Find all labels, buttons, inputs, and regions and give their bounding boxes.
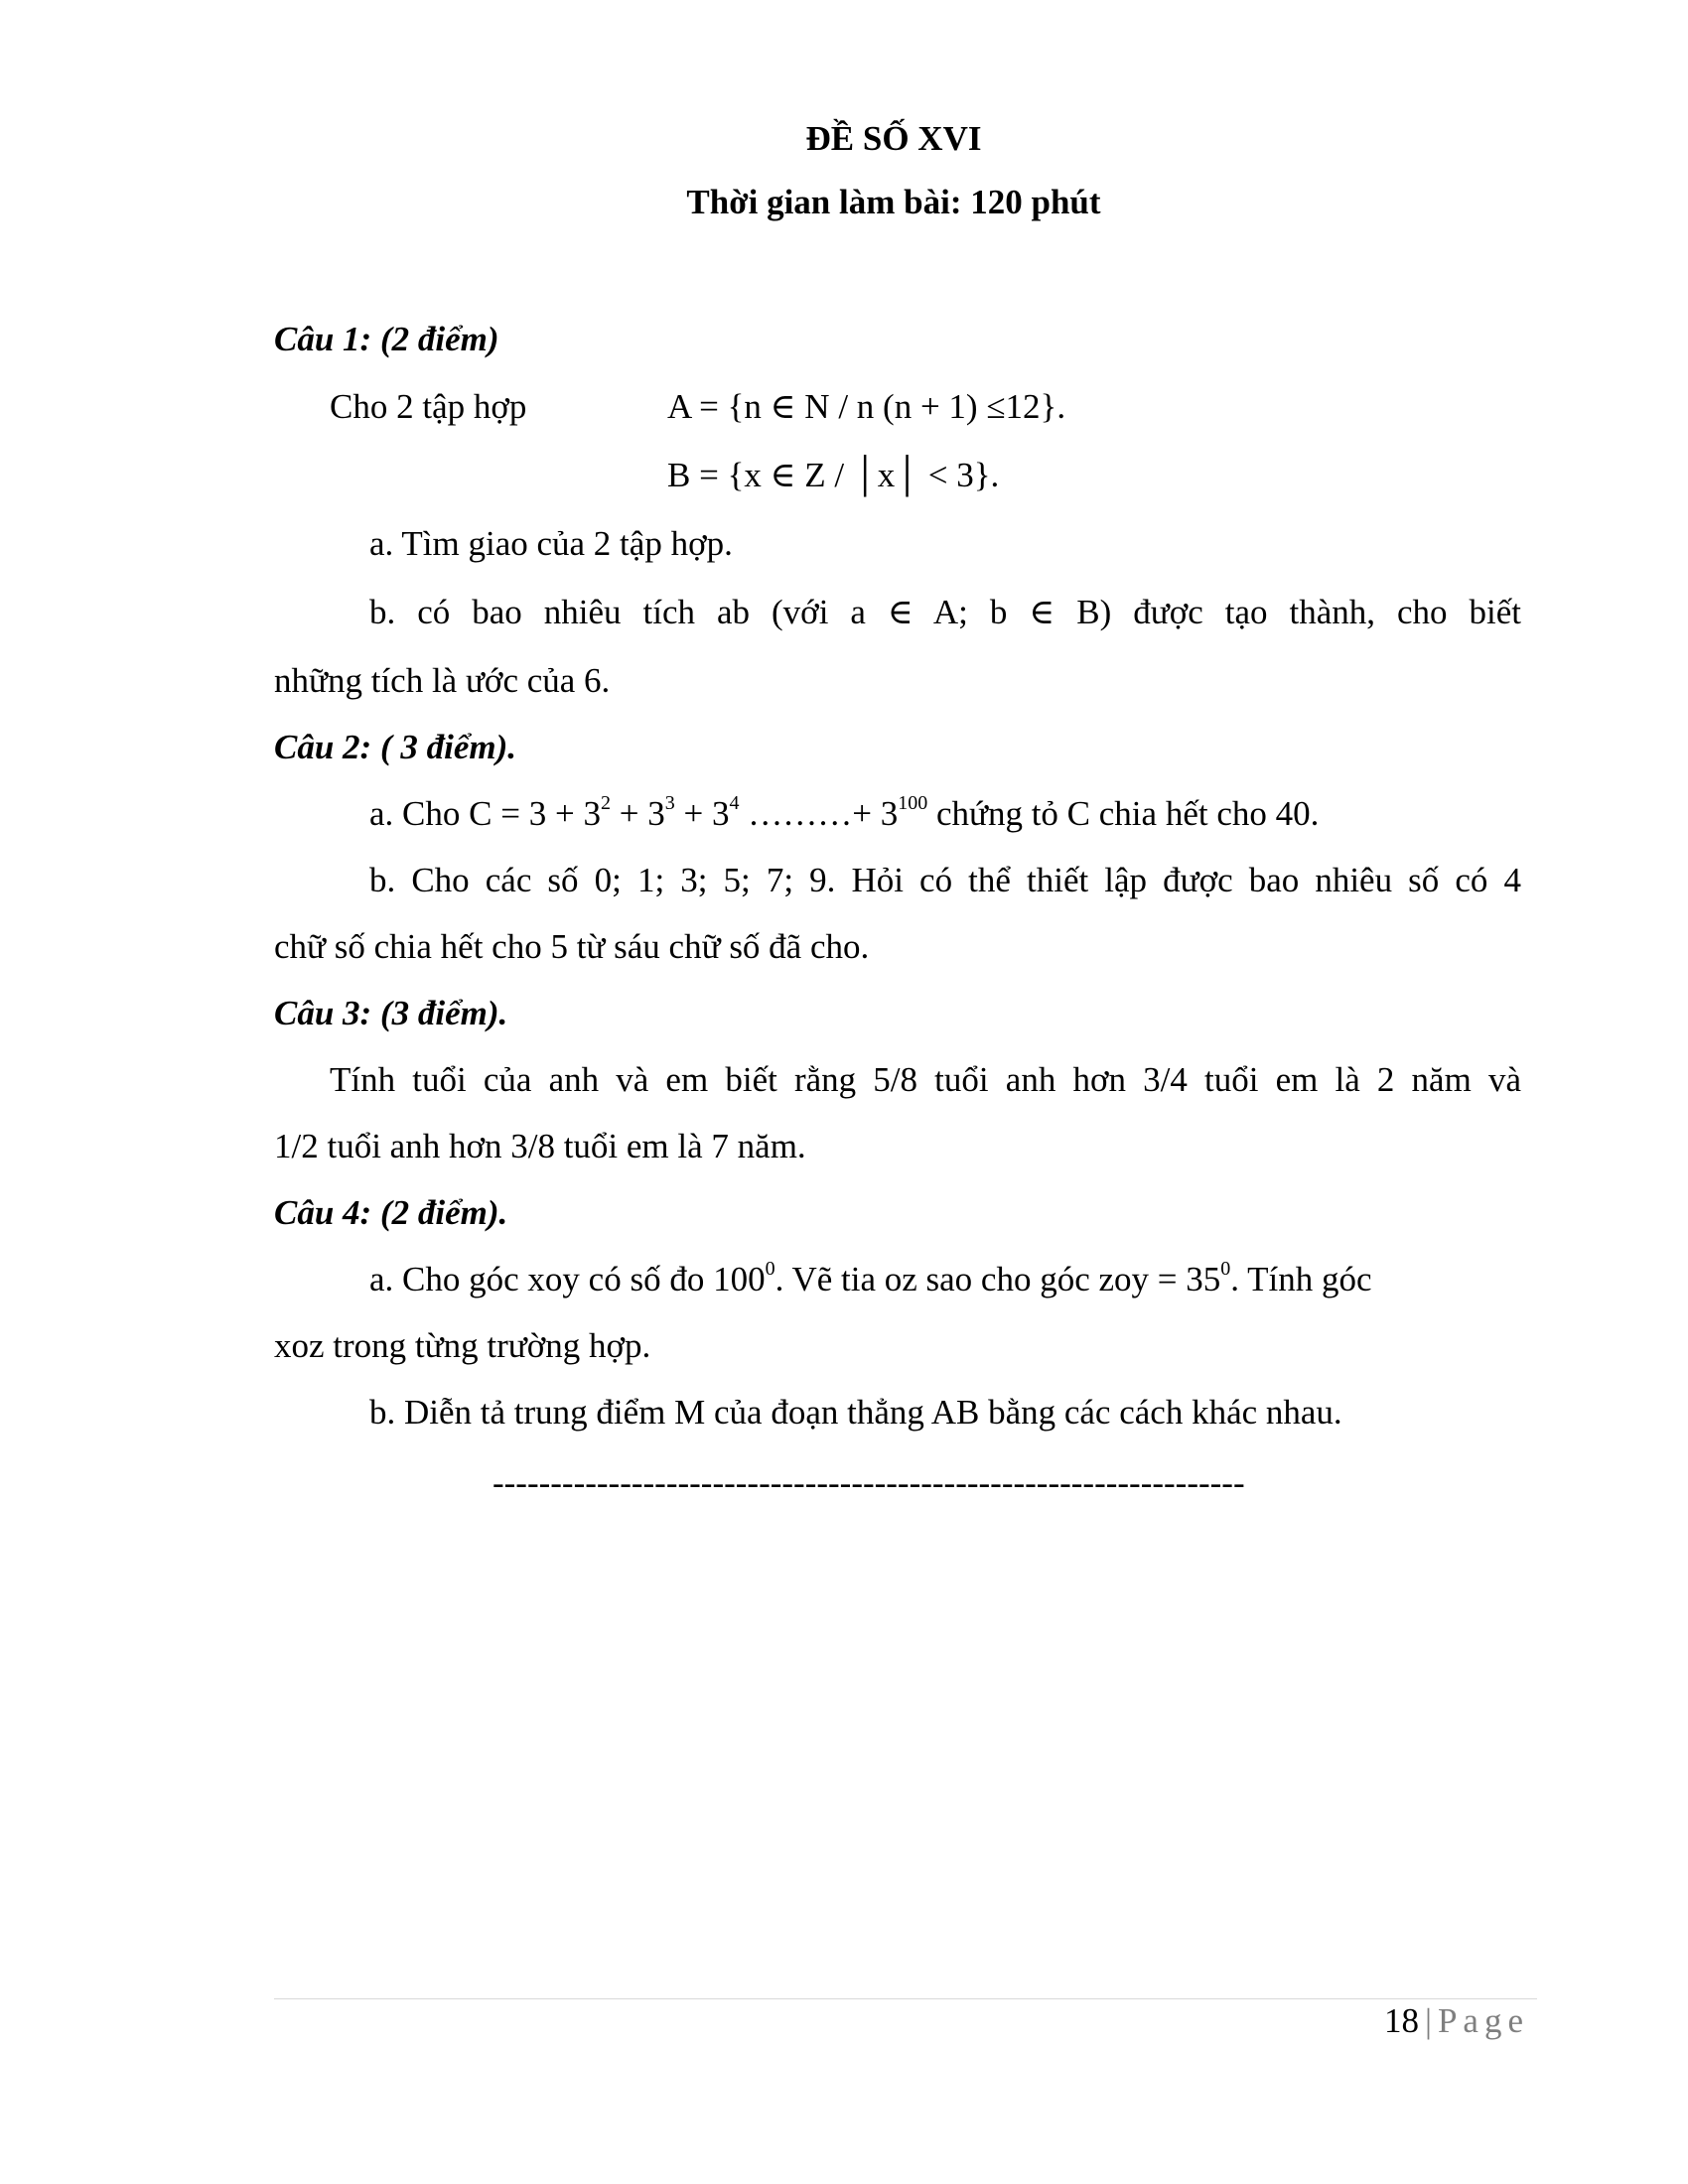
question-4a-line2: xoz trong từng trường hợp. bbox=[274, 1326, 651, 1365]
question-4b: b. Diễn tả trung điểm M của đoạn thẳng AB bằng các cách khác nhau. bbox=[369, 1393, 1342, 1432]
question-3-line1: Tính tuổi của anh và em biết rằng 5/8 tuổi anh hơn 3/4 tuổi em là 2 năm và bbox=[330, 1060, 1521, 1099]
question-2b-line1: b. Cho các số 0; 1; 3; 5; 7; 9. Hỏi có thể thiết lập được bao nhiêu số có 4 bbox=[369, 861, 1521, 899]
question-4a-line1: a. Cho góc xoy có số đo $100^0$. Vẽ tia oz sao cho góc zoy = $35^0$. Tính góc bbox=[369, 1258, 1372, 1298]
question-3-line2: 1/2 tuổi anh hơn 3/8 tuổi em là 7 năm. bbox=[274, 1127, 806, 1165]
set-a-definition: A = {n ∈ N / n (n + 1) ≤12}. bbox=[667, 387, 1066, 426]
question-2a: a. Cho $C = 3 + 3^2 + 3^3 + 3^4$ ………+ $3^{100}$ chứng tỏ C chia hết cho 40. bbox=[369, 792, 1320, 833]
question-1-intro: Cho 2 tập hợp bbox=[330, 387, 527, 426]
question-3-heading: Câu 3: (3 điểm). bbox=[274, 994, 508, 1032]
page-number: 18 bbox=[1383, 2001, 1419, 2040]
question-2-heading: Câu 2: ( 3 điểm). bbox=[274, 728, 517, 766]
page-footer bbox=[1384, 2001, 1529, 2041]
exam-title: ĐỀ SỐ XVI bbox=[805, 119, 982, 158]
set-b-definition: B = {x ∈ Z / │x│ < 3}. bbox=[667, 456, 1000, 494]
page-label: Page bbox=[1437, 2001, 1529, 2040]
question-1b-line1: b. có bao nhiêu tích ab (với a ∈ A; b ∈ B) được tạo thành, cho biết bbox=[369, 593, 1521, 631]
footer-rule bbox=[274, 1998, 1537, 1999]
question-1a: a. Tìm giao của 2 tập hợp. bbox=[369, 524, 733, 563]
end-divider: ----------------------------------------------------------------- bbox=[492, 1463, 1245, 1502]
exam-duration: Thời gian làm bài: 120 phút bbox=[686, 183, 1101, 221]
question-1-heading: Câu 1: (2 điểm) bbox=[274, 320, 499, 358]
question-1b-line2: những tích là ước của 6. bbox=[274, 661, 611, 700]
footer-separator: | bbox=[1424, 2001, 1432, 2040]
question-2b-line2: chữ số chia hết cho 5 từ sáu chữ số đã cho. bbox=[274, 927, 870, 966]
question-4-heading: Câu 4: (2 điểm). bbox=[274, 1193, 508, 1232]
